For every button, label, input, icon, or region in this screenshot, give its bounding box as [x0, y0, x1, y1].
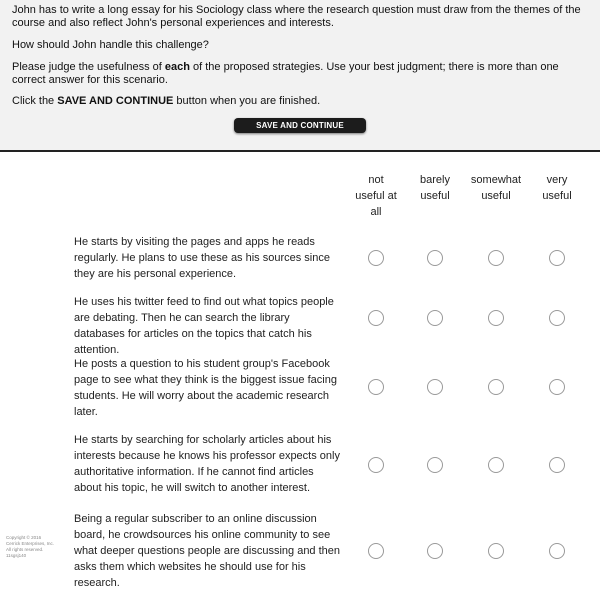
column-header-not-useful: not useful at all: [355, 174, 397, 218]
instruction-emphasis: each: [164, 61, 190, 73]
strategy-text-3: He posts a question to his student group's Facebook page to see what they think is the biggest issue facing students. He will worry about the academic research later.: [74, 358, 337, 418]
copyright-notice: Copyright © 2016 Cerrick Enterprises, Inc. All rights reserved. 11sgsj140: [6, 535, 55, 558]
instruction-pre: Please judge the usefulness of: [12, 61, 165, 73]
radio-strategy-1-not-useful[interactable]: [368, 250, 384, 266]
radio-strategy-4-barely-useful[interactable]: [427, 457, 443, 473]
radio-strategy-2-somewhat-useful[interactable]: [488, 310, 504, 326]
click-post: button when you are finished.: [173, 95, 321, 107]
radio-strategy-5-not-useful[interactable]: [368, 543, 384, 559]
radio-strategy-2-not-useful[interactable]: [368, 310, 384, 326]
scenario-text: John has to write a long essay for his Sociology class where the research question must draw from the themes of the course and also reflect John's personal experiences and interests.: [12, 4, 581, 29]
column-header-very-useful: very useful: [542, 174, 572, 202]
radio-strategy-3-very-useful[interactable]: [549, 379, 565, 395]
strategy-text-2: He uses his twitter feed to find out what topics people are debating. Then he can search the library databases for articles on the topics that catch his attention.: [74, 296, 334, 356]
strategy-text-1: He starts by visiting the pages and apps he reads regularly. He plans to use these as his sources since they are his personal experience.: [74, 236, 330, 280]
column-header-barely-useful: barely useful: [420, 174, 450, 202]
radio-strategy-5-somewhat-useful[interactable]: [488, 543, 504, 559]
instruction-text: [12, 61, 592, 87]
strategy-text-5: Being a regular subscriber to an online discussion board, he crowdsources his online community to see what deeper questions people are discussing and then asks them which websites he should use for his research.: [74, 513, 341, 589]
radio-strategy-4-not-useful[interactable]: [368, 457, 384, 473]
click-emphasis: SAVE AND CONTINUE: [57, 95, 174, 107]
radio-strategy-3-somewhat-useful[interactable]: [488, 379, 504, 395]
strategy-text-4: He starts by searching for scholarly articles about his interests because he knows his professor expects only authoritative information. If he cannot find articles about his topic, he will switch to another interest.: [74, 434, 340, 494]
radio-strategy-5-very-useful[interactable]: [549, 543, 565, 559]
radio-strategy-2-barely-useful[interactable]: [427, 310, 443, 326]
click-instruction: [12, 95, 592, 108]
radio-strategy-1-barely-useful[interactable]: [427, 250, 443, 266]
radio-strategy-5-barely-useful[interactable]: [427, 543, 443, 559]
radio-strategy-3-barely-useful[interactable]: [427, 379, 443, 395]
click-pre: Click the: [12, 95, 58, 107]
column-header-somewhat-useful: somewhat useful: [470, 174, 522, 202]
radio-strategy-2-very-useful[interactable]: [549, 310, 565, 326]
instructions-panel: [0, 0, 600, 152]
radio-strategy-4-somewhat-useful[interactable]: [488, 457, 504, 473]
question-text: How should John handle this challenge?: [12, 39, 209, 51]
radio-strategy-3-not-useful[interactable]: [368, 379, 384, 395]
radio-strategy-1-somewhat-useful[interactable]: [488, 250, 504, 266]
instruction-post: of the proposed strategies. Use your best judgment; there is more than one correct answer for this scenario.: [12, 61, 559, 86]
save-and-continue-button[interactable]: SAVE AND CONTINUE: [234, 118, 366, 133]
radio-strategy-4-very-useful[interactable]: [549, 457, 565, 473]
radio-strategy-1-very-useful[interactable]: [549, 250, 565, 266]
